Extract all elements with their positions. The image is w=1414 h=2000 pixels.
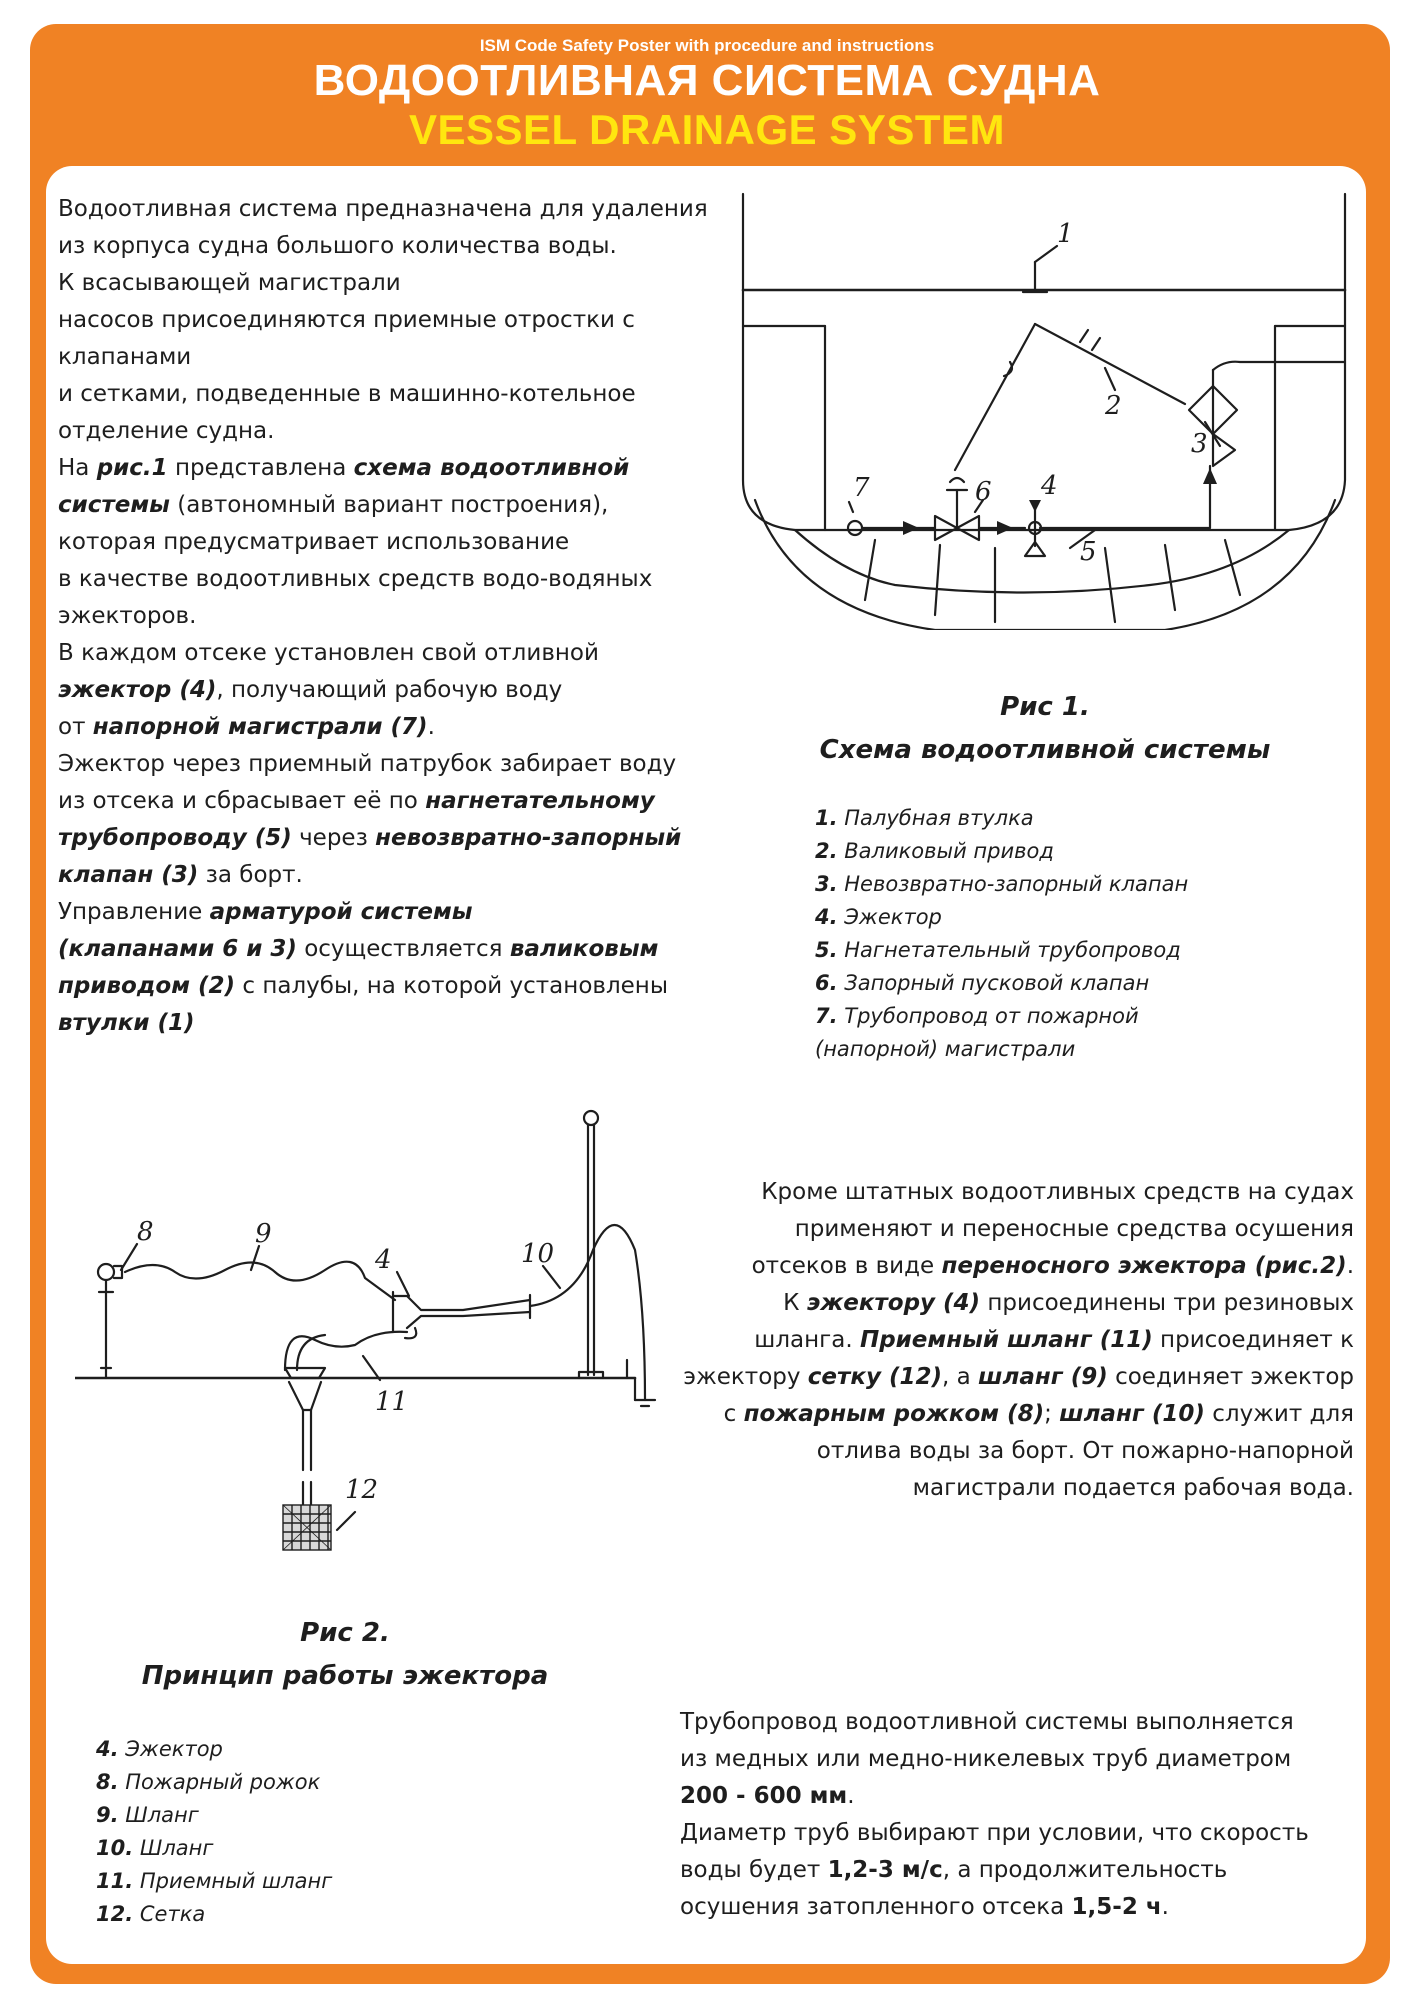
portable-line	[660, 1359, 1354, 1396]
legend-item	[96, 1832, 332, 1865]
pipes-text: воды будет	[680, 1857, 828, 1883]
intro-line: в качестве водоотливных средств водо-водяных	[58, 566, 653, 592]
pipes-text: .	[1161, 1894, 1169, 1920]
ejector-body	[407, 1312, 530, 1328]
pipes-line	[680, 1852, 1309, 1889]
strainer-12	[283, 1505, 331, 1550]
hydrant-body	[114, 1266, 122, 1278]
legend-text: Эжектор	[837, 905, 942, 929]
intro-emphasis: трубопроводу (5)	[58, 825, 292, 851]
legend-item	[96, 1898, 332, 1931]
portable-emphasis: шланг (10)	[1059, 1401, 1205, 1427]
intro-text: На	[58, 455, 97, 481]
legend-item	[815, 835, 1188, 868]
fig1-legend	[815, 802, 1188, 1066]
legend-text: Шланг	[133, 1836, 214, 1860]
floor-frame	[1105, 548, 1115, 622]
hose-10-end	[635, 1400, 655, 1406]
portable-text: служит для	[1204, 1401, 1354, 1427]
fig1-diagram	[735, 190, 1355, 630]
legend-num: 6.	[815, 971, 838, 995]
ejector-nozzle	[405, 1328, 416, 1338]
portable-emphasis: сетку (12)	[807, 1364, 943, 1390]
pipes-line: Диаметр труб выбирают при условии, что скорость	[680, 1820, 1309, 1846]
fig1-caption-title: Рис 1.	[1000, 692, 1090, 722]
portable-text: присоединяет к	[1152, 1327, 1354, 1353]
leader-9	[251, 1246, 259, 1270]
intro-emphasis: приводом (2)	[58, 973, 236, 999]
fig2-label: 4	[375, 1245, 392, 1275]
leader-11	[363, 1356, 380, 1380]
fig1-label: 6	[975, 477, 992, 507]
intro-emphasis: клапан (3)	[58, 862, 199, 888]
flow-arrow	[1029, 500, 1041, 512]
flow-arrow	[903, 521, 919, 535]
intro-line: Эжектор через приемный патрубок забирает воду	[58, 751, 677, 777]
intro-line: которая предусматривает использование	[58, 529, 570, 555]
legend-text: Трубопровод от пожарной	[837, 1004, 1139, 1028]
pipes-emphasis: 1,5-2 ч	[1071, 1894, 1162, 1920]
portable-emphasis: эжектору (4)	[806, 1290, 981, 1316]
fig2-diagram	[75, 1100, 675, 1560]
portable-text: , а	[942, 1364, 979, 1390]
pipes-line: Трубопровод водоотливной системы выполняется	[680, 1709, 1294, 1735]
legend-text: Сетка	[133, 1902, 206, 1926]
intro-line: насосов присоединяются приемные отростки с	[58, 307, 635, 333]
intro-line	[58, 894, 708, 931]
valve-6-handle	[947, 478, 967, 490]
fig2-label: 10	[521, 1239, 555, 1269]
legend-item	[96, 1766, 332, 1799]
fig2-label: 9	[255, 1219, 272, 1249]
intro-text: от	[58, 714, 93, 740]
hose-9	[125, 1262, 395, 1300]
intro-line: и сетками, подведенные в машинно-котельное	[58, 381, 636, 407]
poster-kicker: ISM Code Safety Poster with procedure and instructions	[479, 36, 935, 55]
legend-text: Валиковый привод	[837, 839, 1054, 863]
pipes-emphasis: 200 - 600 мм	[680, 1783, 848, 1809]
intro-text: с палубы, на которой установлены	[235, 973, 668, 999]
fig2-caption-subtitle: Принцип работы эжектора	[141, 1661, 549, 1691]
intro-emphasis: валиковым	[509, 936, 659, 962]
legend-text: Пожарный рожок	[118, 1770, 321, 1794]
leader-8	[121, 1244, 137, 1270]
hose-11	[285, 1332, 407, 1370]
funnel-cone	[289, 1382, 321, 1410]
ejector-body	[393, 1296, 530, 1310]
fig1-label: 2	[1105, 391, 1122, 421]
legend-num: 9.	[96, 1803, 119, 1827]
mast-top	[584, 1111, 598, 1125]
poster-title-en: VESSEL DRAINAGE SYSTEM	[408, 106, 1005, 153]
intro-emphasis: (клапанами 6 и 3)	[58, 936, 297, 962]
intro-text: (автономный вариант построения),	[169, 492, 609, 518]
leader-4	[397, 1272, 409, 1296]
leader-10	[543, 1266, 560, 1288]
hose-11-inner	[297, 1335, 325, 1370]
intro-line	[58, 857, 708, 894]
portable-emphasis: шланг (9)	[978, 1364, 1108, 1390]
shaft-drive	[955, 324, 1035, 470]
portable-line	[660, 1285, 1354, 1322]
legend-num: 8.	[96, 1770, 119, 1794]
fig1-label: 7	[853, 473, 870, 503]
legend-item	[815, 802, 1188, 835]
legend-num: 5.	[815, 938, 838, 962]
leader-12	[337, 1512, 355, 1530]
legend-num: 12.	[96, 1902, 134, 1926]
portable-text: .	[1346, 1253, 1354, 1279]
fig2-label: 11	[375, 1387, 409, 1417]
intro-line	[58, 450, 708, 487]
pipes-text: , а продолжительность	[942, 1857, 1228, 1883]
intro-text: , получающий рабочую воду	[216, 677, 563, 703]
portable-text: отсеков в виде	[751, 1253, 942, 1279]
intro-emphasis: нагнетательному	[425, 788, 655, 814]
flow-arrow	[1203, 468, 1217, 484]
intro-emphasis: напорной магистрали (7)	[92, 714, 428, 740]
legend-item	[96, 1799, 332, 1832]
fig1-label: 3	[1191, 429, 1208, 459]
floor-frame	[865, 540, 875, 600]
portable-paragraph	[660, 1174, 1354, 1507]
legend-text: Эжектор	[118, 1737, 223, 1761]
legend-item	[815, 1000, 1188, 1033]
double-bottom	[795, 530, 1289, 593]
intro-emphasis: системы	[58, 492, 170, 518]
legend-num: 11.	[96, 1869, 134, 1893]
portable-text: с	[723, 1401, 744, 1427]
portable-emphasis: переносного эжектора (рис.2)	[941, 1253, 1347, 1279]
intro-line: втулки (1)	[58, 1010, 195, 1036]
legend-num: 10.	[96, 1836, 134, 1860]
floor-frame	[935, 545, 940, 615]
intro-line	[58, 709, 708, 746]
legend-item	[96, 1865, 332, 1898]
intro-text: через	[291, 825, 376, 851]
intro-line: В каждом отсеке установлен свой отливной	[58, 640, 599, 666]
intro-line	[58, 487, 708, 524]
legend-item	[815, 868, 1188, 901]
fig2-label: 12	[345, 1475, 379, 1505]
intro-emphasis: невозвратно-запорный	[375, 825, 682, 851]
funnel	[285, 1368, 325, 1378]
portable-line: магистрали подается рабочая вода.	[912, 1475, 1354, 1501]
fire-hydrant	[98, 1264, 114, 1280]
legend-text: Шланг	[118, 1803, 199, 1827]
fig2-label: 8	[137, 1217, 154, 1247]
legend-item	[96, 1733, 332, 1766]
flow-arrow	[997, 521, 1013, 535]
pipes-line	[680, 1778, 1309, 1815]
intro-line: из корпуса судна большого количества воды.	[58, 233, 617, 259]
main-inlet	[848, 521, 862, 535]
legend-item	[815, 1033, 1188, 1066]
portable-emphasis: Приемный шланг (11)	[859, 1327, 1153, 1353]
intro-line	[58, 783, 708, 820]
intro-text: осуществляется	[296, 936, 510, 962]
portable-text: эжектору	[683, 1364, 808, 1390]
legend-item	[815, 934, 1188, 967]
legend-text: Приемный шланг	[133, 1869, 333, 1893]
fig1-label: 5	[1080, 537, 1097, 567]
intro-line: Водоотливная система предназначена для удаления	[58, 196, 708, 222]
intro-emphasis: рис.1	[96, 455, 168, 481]
portable-text: ;	[1044, 1401, 1060, 1427]
portable-text: соединяет эжектор	[1107, 1364, 1354, 1390]
pipes-emphasis: 1,2-3 м/с	[827, 1857, 943, 1883]
legend-num: 4.	[96, 1737, 119, 1761]
fig2-caption	[120, 1612, 570, 1698]
legend-text: Запорный пусковой клапан	[837, 971, 1150, 995]
poster-title-ru: ВОДООТЛИВНАЯ СИСТЕМА СУДНА	[313, 56, 1101, 105]
intro-line: К всасывающей магистрали	[58, 270, 401, 296]
intro-emphasis: арматурой системы	[209, 899, 473, 925]
coupling	[1080, 330, 1100, 350]
intro-paragraph	[58, 191, 708, 1042]
legend-item	[815, 901, 1188, 934]
pipes-line: из медных или медно-никелевых труб диаметром	[680, 1746, 1292, 1772]
fig1-label: 1	[1057, 219, 1074, 249]
pipes-text: осушения затопленного отсека	[680, 1894, 1072, 1920]
legend-num: 4.	[815, 905, 838, 929]
portable-text: шланга.	[754, 1327, 860, 1353]
discharge-pipe	[1040, 466, 1210, 528]
intro-text: Управление	[58, 899, 210, 925]
intro-text: .	[427, 714, 435, 740]
portable-text: присоединены три резиновых	[980, 1290, 1354, 1316]
portable-line	[660, 1322, 1354, 1359]
intro-text: из отсека и сбрасывает её по	[58, 788, 426, 814]
legend-num: 7.	[815, 1004, 838, 1028]
legend-text: (напорной) магистрали	[815, 1037, 1076, 1061]
portable-text: К	[783, 1290, 807, 1316]
intro-text: за борт.	[198, 862, 303, 888]
pipes-text: .	[847, 1783, 855, 1809]
intro-emphasis: эжектор (4)	[58, 677, 217, 703]
legend-item	[815, 967, 1188, 1000]
intro-text: представлена	[167, 455, 354, 481]
leader-1	[1035, 246, 1057, 262]
intro-line	[58, 672, 708, 709]
legend-num: 1.	[815, 806, 838, 830]
fig2-legend	[96, 1733, 332, 1931]
floor-frame	[1225, 540, 1240, 595]
floor-frame	[1165, 545, 1175, 610]
portable-emphasis: пожарным рожком (8)	[743, 1401, 1045, 1427]
portable-line: применяют и переносные средства осушения	[794, 1216, 1354, 1242]
legend-text: Нагнетательный трубопровод	[837, 938, 1181, 962]
legend-text: Палубная втулка	[837, 806, 1034, 830]
intro-line: клапанами	[58, 344, 192, 370]
intro-line	[58, 820, 708, 857]
portable-line	[660, 1396, 1354, 1433]
fig1-caption	[770, 686, 1320, 772]
intro-line: отделение судна.	[58, 418, 275, 444]
valve-3	[1189, 386, 1237, 434]
leader-7	[849, 502, 853, 512]
pipes-line	[680, 1889, 1309, 1926]
fig1-label: 4	[1041, 471, 1058, 501]
intro-emphasis: схема водоотливной	[353, 455, 630, 481]
legend-num: 2.	[815, 839, 838, 863]
portable-line: Кроме штатных водоотливных средств на судах	[761, 1179, 1354, 1205]
intro-line	[58, 968, 708, 1005]
portable-line	[660, 1248, 1354, 1285]
legend-text: Невозвратно-запорный клапан	[837, 872, 1189, 896]
intro-line	[58, 931, 708, 968]
leader-2	[1105, 368, 1115, 390]
portable-line: отлива воды за борт. От пожарно-напорной	[816, 1438, 1354, 1464]
legend-num: 3.	[815, 872, 838, 896]
intro-line: эжекторов.	[58, 603, 197, 629]
pipes-paragraph	[680, 1704, 1309, 1926]
fig2-caption-title: Рис 2.	[300, 1618, 390, 1648]
fig1-caption-subtitle: Схема водоотливной системы	[819, 735, 1271, 765]
valve-3-pipe	[1213, 362, 1345, 370]
